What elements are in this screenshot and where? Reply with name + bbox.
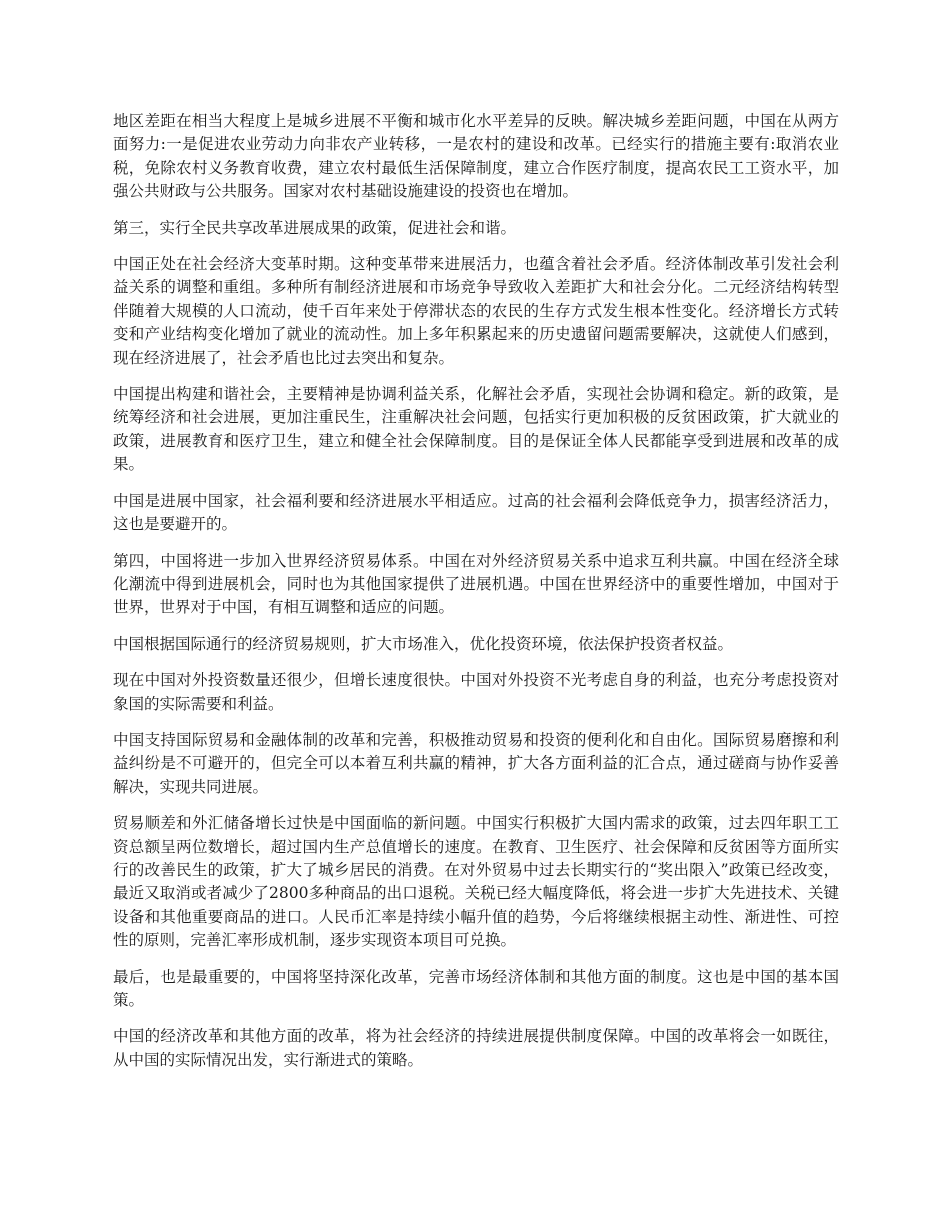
paragraph-final-heading: 最后，也是最重要的，中国将坚持深化改革，完善市场经济体制和其他方面的制度。这也是中国的基本国策。: [113, 967, 839, 1009]
paragraph-fourth-heading: 第四，中国将进一步加入世界经济贸易体系。中国在对外经济贸易关系中追求互利共赢。中国在经济全球化潮流中得到进展机会，同时也为其他国家提供了进展机遇。中国在世界经济中的重要性增加，中国对于世界，世界对于中国，有相互调整和适应的问题。: [113, 551, 839, 617]
paragraph-social-transformation: 中国正处在社会经济大变革时期。这种变革带来进展活力，也蕴含着社会矛盾。经济体制改革引发社会利益关系的调整和重组。多种所有制经济进展和市场竞争导致收入差距扩大和社会分化。二元经济结构转型伴随着大规模的人口流动，使千百年来处于停滞状态的农民的生存方式发生根本性变化。经济增长方式转变和产业结构变化增加了就业的流动性。加上多年积累起来的历史遗留问题需要解决，这就使人们感到，现在经济进展了，社会矛盾也比过去突出和复杂。: [113, 255, 839, 367]
paragraph-conclusion: 中国的经济改革和其他方面的改革，将为社会经济的持续进展提供制度保障。中国的改革将会一如既往，从中国的实际情况出发，实行渐进式的策略。: [113, 1027, 839, 1069]
paragraph-market-access: 中国根据国际通行的经济贸易规则，扩大市场准入，优化投资环境，依法保护投资者权益。: [113, 634, 734, 653]
paragraph-social-welfare: 中国是进展中国家，社会福利要和经济进展水平相适应。过高的社会福利会降低竞争力，损害经济活力，这也是要避开的。: [113, 491, 839, 534]
document-body: [113, 110, 839, 1085]
paragraph-trade-surplus: 贸易顺差和外汇储备增长过快是中国面临的新问题。中国实行积极扩大国内需求的政策，过去四年职工工资总额呈两位数增长，超过国内生产总值增长的速度。在教育、卫生医疗、社会保障和反贫困等方面所实行的改善民生的政策，扩大了城乡居民的消费。在对外贸易中过去长期实行的“奖出限入”政策已经改变，最近又取消或者减少了2800多种商品的出口退税。关税已经大幅度降低，将会进一步扩大先进技术、关键设备和其他重要商品的进口。人民币汇率是持续小幅升值的趋势，今后将继续根据主动性、渐进性、可控性的原则，完善汇率形成机制，逐步实现资本项目可兑换。: [113, 814, 839, 950]
paragraph-third-heading: 第三，实行全民共享改革进展成果的政策，促进社会和谐。: [113, 218, 517, 237]
paragraph-harmonious-society: 中国提出构建和谐社会，主要精神是协调利益关系，化解社会矛盾，实现社会协调和稳定。新的政策，是统筹经济和社会进展，更加注重民生，注重解决社会问题，包括实行更加积极的反贫困政策，扩大就业的政策，进展教育和医疗卫生，建立和健全社会保障制度。目的是保证全体人民都能享受到进展和改革的成果。: [113, 385, 839, 474]
paragraph-regional-gap: 地区差距在相当大程度上是城乡进展不平衡和城市化水平差异的反映。解决城乡差距问题，中国在从两方面努力:一是促进农业劳动力向非农产业转移，一是农村的建设和改革。已经实行的措施主要有:取消农业税，免除农村义务教育收费，建立农村最低生活保障制度，建立合作医疗制度，提高农民工工资水平，加强公共财政与公共服务。国家对农村基础设施建设的投资也在增加。: [113, 112, 839, 201]
paragraph-outbound-investment: 现在中国对外投资数量还很少，但增长速度很快。中国对外投资不光考虑自身的利益，也充分考虑投资对象国的实际需要和利益。: [113, 671, 839, 713]
paragraph-trade-reform: 中国支持国际贸易和金融体制的改革和完善，积极推动贸易和投资的便利化和自由化。国际贸易磨擦和利益纠纷是不可避开的，但完全可以本着互利共赢的精神，扩大各方面利益的汇合点，通过磋商与协作妥善解决，实现共同进展。: [113, 730, 839, 796]
